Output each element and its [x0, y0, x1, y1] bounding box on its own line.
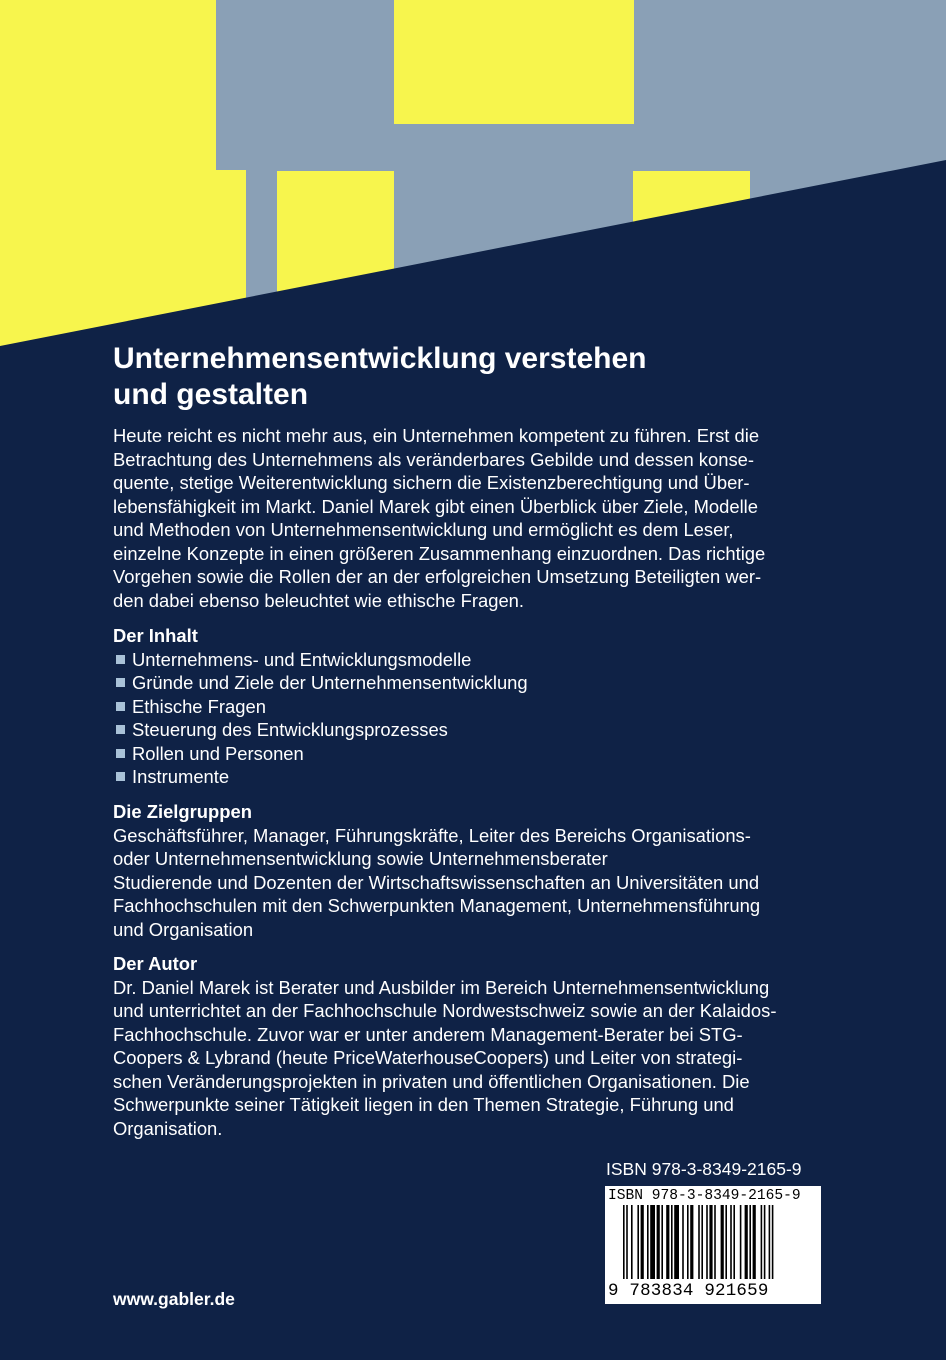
isbn-label: ISBN 978-3-8349-2165-9: [606, 1159, 802, 1179]
barcode-bar: [687, 1205, 689, 1279]
barcode-bar: [657, 1205, 660, 1279]
target-groups-line: Studierende und Dozenten der Wirtschaftswissenschaften an Universitäten und: [113, 871, 760, 893]
target-groups-section: [113, 800, 793, 941]
contents-list: [113, 648, 793, 789]
square-bullet-icon: [116, 725, 125, 734]
barcode-bar: [637, 1205, 639, 1279]
intro-line: Vorgehen sowie die Rollen der an der erfolgreichen Umsetzung Beteiligten wer-: [113, 566, 762, 587]
list-item-text: Rollen und Personen: [132, 742, 304, 764]
list-item: [113, 648, 793, 672]
list-item: [113, 695, 793, 719]
list-item-text: Unternehmens- und Entwicklungsmodelle: [132, 648, 472, 670]
author-section: [113, 952, 793, 1140]
barcode-bar: [671, 1205, 673, 1279]
intro-line: den dabei ebenso beleuchtet wie ethische Fragen.: [113, 589, 525, 611]
list-item-text: Gründe und Ziele der Unternehmensentwicklung: [132, 672, 528, 693]
author-line: Schwerpunkte seiner Tätigkeit liegen in den Themen Strategie, Führung und: [113, 1094, 734, 1115]
barcode-bar: [714, 1205, 716, 1279]
intro-line: lebensfähigkeit im Markt. Daniel Marek gibt einen Überblick über Ziele, Modelle: [113, 495, 758, 517]
barcode-bar: [740, 1205, 742, 1279]
list-item: [113, 718, 793, 742]
title-line-2: und gestalten: [113, 378, 309, 411]
target-groups-line: und Organisation: [113, 918, 254, 940]
square-bullet-icon: [116, 749, 125, 758]
barcode-bar: [730, 1205, 732, 1279]
barcode-bar: [650, 1205, 655, 1279]
barcode-bar: [721, 1205, 724, 1279]
author-line: schen Veränderungsprojekten in privaten und öffentlichen Organisationen. Die: [113, 1070, 750, 1092]
square-bullet-icon: [116, 772, 125, 781]
author-heading: Der Autor: [113, 953, 198, 974]
intro-line: Heute reicht es nicht mehr aus, ein Unternehmen kompetent zu führen. Erst die: [113, 425, 760, 446]
barcode-bar: [701, 1205, 703, 1279]
barcode-bar: [690, 1205, 693, 1279]
barcode-bar: [698, 1205, 700, 1279]
barcode-bar: [749, 1205, 751, 1279]
barcode-bar: [674, 1205, 679, 1279]
decorative-top-blocks: [0, 0, 946, 346]
barcode-bar: [769, 1205, 771, 1279]
square-bullet-icon: [116, 702, 125, 711]
barcode-bar: [764, 1205, 766, 1279]
list-item-text: Ethische Fragen: [132, 695, 266, 717]
author-line: Dr. Daniel Marek ist Berater und Ausbilder im Bereich Unternehmensentwicklung: [113, 976, 770, 998]
barcode-bar: [753, 1205, 756, 1279]
yellow-block-strip-right: [394, 0, 634, 124]
title-line-1: Unternehmensentwicklung verstehen: [113, 342, 647, 375]
barcode-bar: [623, 1205, 625, 1279]
target-groups-line: Geschäftsführer, Manager, Führungskräfte, Leiter des Bereichs Organisations-: [113, 824, 751, 846]
target-groups-heading: Die Zielgruppen: [113, 801, 252, 822]
author-line: und unterrichtet an der Fachhochschule Nordwestschweiz sowie an der Kalaidos-: [113, 1000, 777, 1021]
square-bullet-icon: [116, 678, 125, 687]
book-title: [113, 341, 813, 413]
target-groups-line: Fachhochschulen mit den Schwerpunkten Management, Unternehmensführung: [113, 895, 761, 916]
barcode-bar: [733, 1205, 735, 1279]
barcode-bar: [641, 1205, 644, 1279]
barcode-bar: [661, 1205, 663, 1279]
target-groups-line: oder Unternehmensentwicklung sowie Unternehmensberater: [113, 848, 608, 869]
barcode-bar: [682, 1205, 684, 1279]
barcode-bars-icon: [605, 1205, 821, 1283]
square-bullet-icon: [116, 655, 125, 664]
barcode-bar: [761, 1205, 763, 1279]
intro-paragraph: [113, 424, 793, 612]
contents-heading: Der Inhalt: [113, 625, 198, 646]
intro-line: Betrachtung des Unternehmens als veränderbares Gebilde und dessen konse-: [113, 448, 754, 470]
contents-section: [113, 624, 793, 789]
intro-line: einzelne Konzepte in einen größeren Zusammenhang einzuordnen. Das richtige: [113, 542, 766, 564]
intro-line: quente, stetige Weiterentwicklung sichern die Existenzberechtigung und Über-: [113, 472, 750, 493]
barcode-bar: [709, 1205, 712, 1279]
barcode-bar: [745, 1205, 748, 1279]
intro-line: und Methoden von Unternehmensentwicklung und ermöglicht es dem Leser,: [113, 519, 734, 540]
barcode: [605, 1186, 821, 1304]
barcode-isbn-text: ISBN 978-3-8349-2165-9: [608, 1188, 801, 1204]
barcode-bar: [725, 1205, 727, 1279]
list-item-text: Steuerung des Entwicklungsprozesses: [132, 719, 448, 740]
barcode-bar: [647, 1205, 649, 1279]
list-item: [113, 671, 793, 695]
barcode-number: 9 783834 921659: [608, 1281, 769, 1301]
barcode-bar: [666, 1205, 669, 1279]
author-line: Fachhochschule. Zuvor war er unter anderem Management-Berater bei STG-: [113, 1023, 743, 1045]
list-item-text: Instrumente: [132, 766, 230, 787]
barcode-bar: [772, 1205, 774, 1279]
list-item: [113, 765, 793, 789]
author-line: Coopers & Lybrand (heute PriceWaterhouseCoopers) und Leiter von strategi-: [113, 1047, 743, 1068]
list-item: [113, 742, 793, 766]
publisher-website: www.gabler.de: [113, 1289, 235, 1309]
barcode-bar: [626, 1205, 628, 1279]
yellow-block-left: [0, 0, 216, 346]
barcode-bar: [706, 1205, 708, 1279]
barcode-bar: [631, 1205, 633, 1279]
author-line: Organisation.: [113, 1117, 223, 1139]
